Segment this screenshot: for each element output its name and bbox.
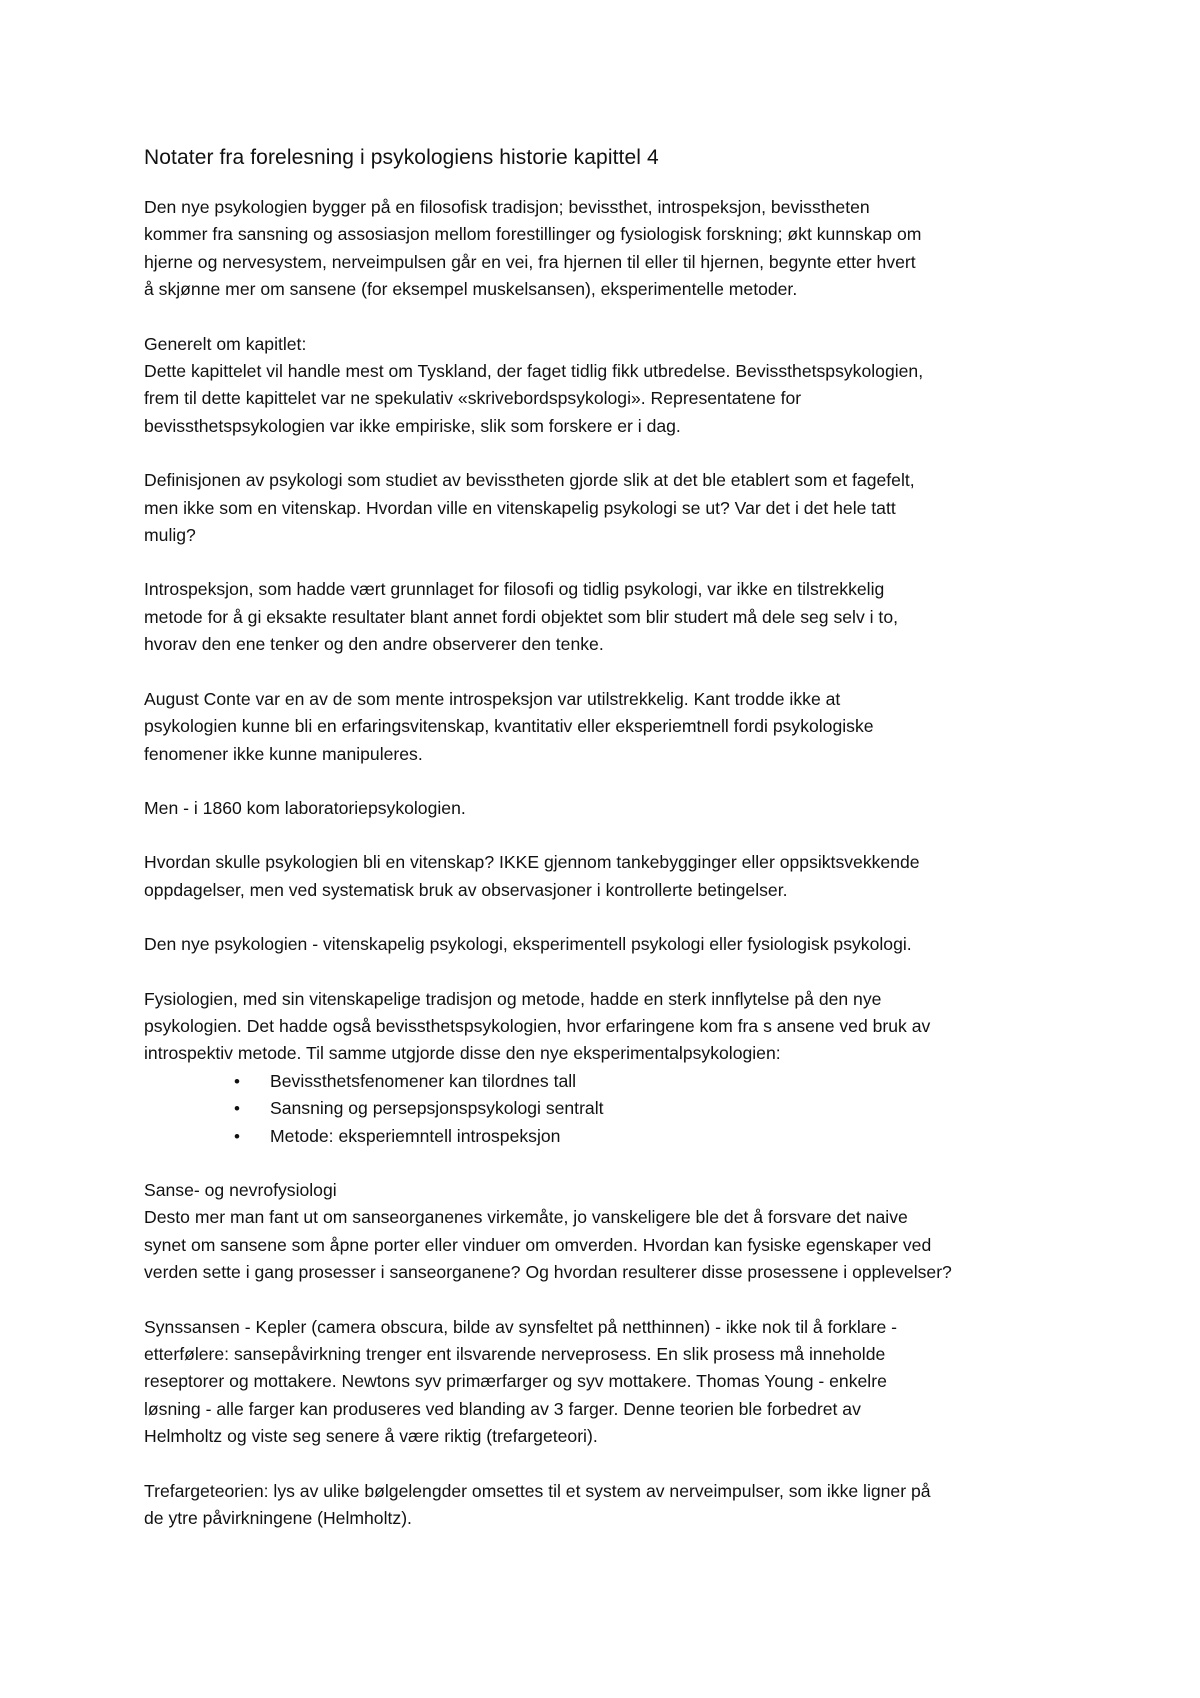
paragraph-line: Desto mer man fant ut om sanseorganenes virkemåte, jo vanskeligere ble det å forsvare det naive [144,1207,908,1228]
paragraph-line: psykologien. Det hadde også bevissthetspsykologien, hvor erfaringene kom fra s ansene ved bruk av [144,1015,931,1036]
paragraph-line: verden sette i gang prosesser i sanseorganene? Og hvordan resulterer disse prosessene i opplevelser? [144,1262,952,1283]
paragraph-line: synet om sansene som åpne porter eller vinduer om omverden. Hvordan kan fysiske egenskaper ved [144,1234,932,1255]
paragraph-line: oppdagelser, men ved systematisk bruk av observasjoner i kontrollerte betingelser. [144,879,788,900]
paragraph-trefargeteorien [144,1478,1064,1533]
paragraph-line: reseptorer og mottakere. Newtons syv primærfarger og syv mottakere. Thomas Young - enkelre [144,1371,887,1392]
paragraph-line: å skjønne mer om sansene (for eksempel muskelsansen), eksperimentelle metoder. [144,279,798,300]
paragraph-line: kommer fra sansning og assosiasjon mellom forestillinger og fysiologisk forskning; økt kunnskap om [144,224,922,245]
paragraph-line: psykologien kunne bli en erfaringsvitenskap, kvantitativ eller eksperiemtnell fordi psykologiske [144,716,874,737]
paragraph-line: Helmholtz og viste seg senere å være riktig (trefargeteori). [144,1426,598,1447]
paragraph-line: Hvordan skulle psykologien bli en vitenskap? IKKE gjennom tankebygginger eller oppsiktsvekkende [144,852,920,873]
paragraph-line: Fysiologien, med sin vitenskapelige tradisjon og metode, hadde en sterk innflytelse på den nye [144,988,882,1009]
bullet-icon: • [234,1071,240,1091]
list-item [144,1095,1064,1122]
paragraph-august-conte [144,686,1064,768]
paragraph-line: fenomener ikke kunne manipuleres. [144,743,423,764]
paragraph-line: Definisjonen av psykologi som studiet av bevisstheten gjorde slik at det ble etablert som et fagefelt, [144,470,915,491]
section-heading-generelt: Generelt om kapitlet: [144,333,307,354]
paragraph-line: Trefargeteorien: lys av ulike bølgelengder omsettes til et system av nerveimpulser, som ikke ligner på [144,1480,931,1501]
list-item-text: Metode: eksperiemntell introspeksjon [270,1125,561,1146]
paragraph-line: Synssansen - Kepler (camera obscura, bilde av synsfeltet på netthinnen) - ikke nok til å forklare - [144,1316,897,1337]
paragraph-line: Den nye psykologien - vitenskapelig psykologi, eksperimentell psykologi eller fysiologisk psykologi. [144,934,912,955]
paragraph-vitenskap [144,849,1064,904]
paragraph-line: etterfølere: sansepåvirkning trenger ent ilsvarende nerveprosess. En slik prosess må inneholde [144,1344,886,1364]
paragraph-line: hvorav den ene tenker og den andre observerer den tenke. [144,634,604,655]
paragraph-definisjon [144,467,1064,549]
paragraph-line: Den nye psykologien bygger på en filosofisk tradisjon; bevissthet, introspeksjon, bevisstheten [144,197,870,217]
paragraph-synssansen [144,1314,1064,1451]
paragraph-line: løsning - alle farger kan produseres ved blanding av 3 farger. Denne teorien ble forbedret av [144,1398,861,1419]
paragraph-line: Introspeksjon, som hadde vært grunnlaget for filosofi og tidlig psykologi, var ikke en tilstrekkelig [144,579,885,600]
bullet-icon: • [234,1126,240,1146]
paragraph-line: August Conte var en av de som mente introspeksjon var utilstrekkelig. Kant trodde ikke at [144,688,841,709]
paragraph-line: Men - i 1860 kom laboratoriepsykologien. [144,797,466,818]
paragraph-introspeksjon [144,576,1064,658]
paragraph-line: metode for å gi eksakte resultater blant annet fordi objektet som blir studert må dele seg selv i to, [144,606,898,627]
paragraph-line: frem til dette kapittelet var ne spekulativ «skrivebordspsykologi». Representatene for [144,388,802,409]
list-item-text: Sansning og persepsjonspsykologi sentralt [270,1098,604,1119]
paragraph-1860 [144,795,1064,822]
paragraph-nye-psykologien [144,931,1064,958]
list-item [144,1068,1064,1095]
paragraph-intro [144,194,1064,304]
paragraph-line: introspektiv metode. Til samme utgjorde disse den nye eksperimentalpsykologien: [144,1043,781,1064]
paragraph-fysiologien [144,986,1064,1068]
paragraph-line: hjerne og nervesystem, nerveimpulsen går en vei, fra hjernen til eller til hjernen, begynte etter hvert [144,251,916,272]
section-heading-sanse-nevrofysiologi: Sanse- og nevrofysiologi [144,1179,337,1200]
list-item [144,1123,1064,1150]
paragraph-line: Dette kapittelet vil handle mest om Tyskland, der faget tidlig fikk utbredelse. Bevissthetspsykologien, [144,361,924,382]
document-page [144,144,1064,1559]
paragraph-line: bevissthetspsykologien var ikke empiriske, slik som forskere er i dag. [144,415,681,436]
bullet-icon: • [234,1099,240,1119]
paragraph-line: mulig? [144,525,196,546]
list-item-text: Bevissthetsfenomener kan tilordnes tall [270,1070,577,1091]
document-title: Notater fra forelesning i psykologiens historie kapittel 4 [144,146,659,169]
paragraph-generelt [144,331,1064,441]
paragraph-sanse-nevrofysiologi [144,1177,1064,1287]
paragraph-line: men ikke som en vitenskap. Hvordan ville en vitenskapelig psykologi se ut? Var det i det hele tatt [144,497,896,518]
bullet-list [144,1068,1064,1150]
paragraph-line: de ytre påvirkningene (Helmholtz). [144,1508,412,1529]
